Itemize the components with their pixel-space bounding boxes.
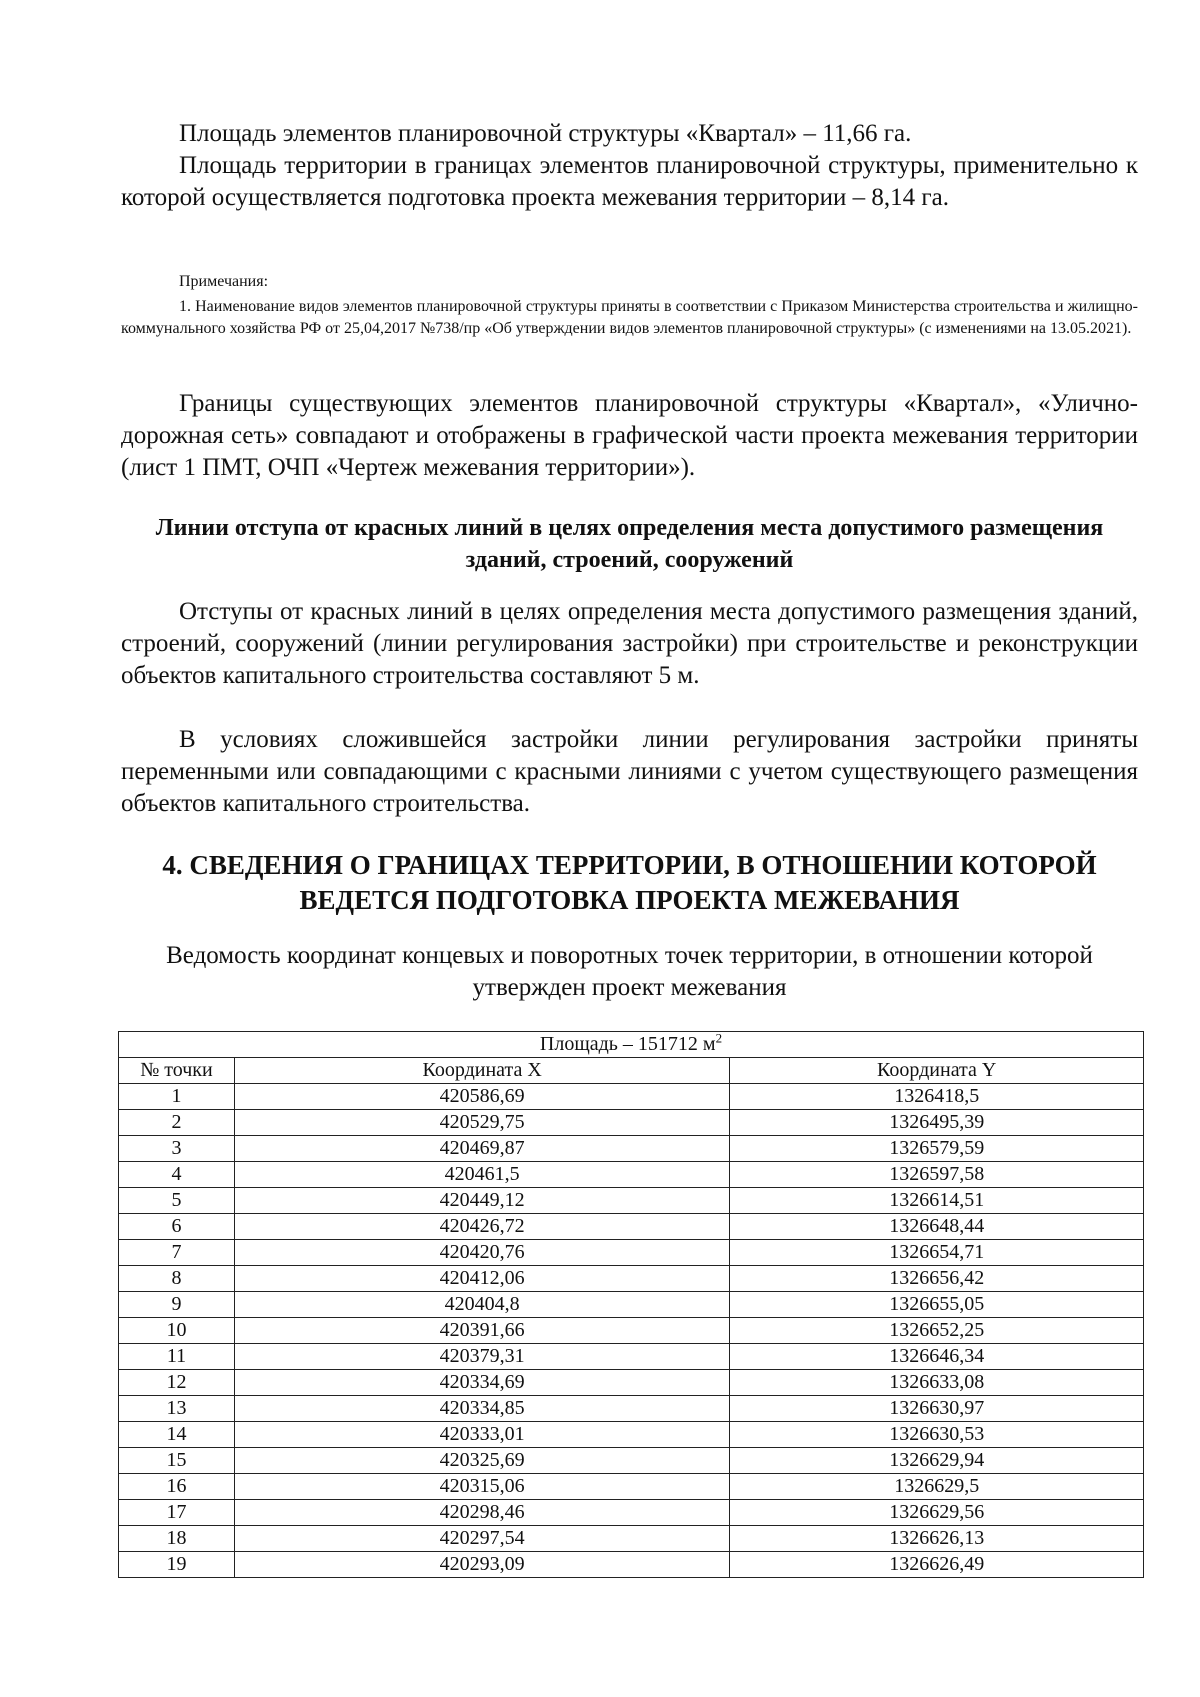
- cell-point-number: 19: [119, 1552, 235, 1578]
- cell-coordinate-x: 420297,54: [234, 1526, 729, 1552]
- cell-coordinate-x: 420298,46: [234, 1500, 729, 1526]
- cell-coordinate-x: 420426,72: [234, 1214, 729, 1240]
- cell-point-number: 7: [119, 1240, 235, 1266]
- table-row: [119, 1422, 1144, 1448]
- cell-coordinate-y: 1326629,5: [730, 1474, 1144, 1500]
- table-body: [119, 1084, 1144, 1578]
- table-row: [119, 1318, 1144, 1344]
- cell-coordinate-y: 1326597,58: [730, 1162, 1144, 1188]
- table-row: [119, 1266, 1144, 1292]
- table-row: [119, 1084, 1144, 1110]
- cell-coordinate-y: 1326626,49: [730, 1552, 1144, 1578]
- table-row: [119, 1292, 1144, 1318]
- table-row: [119, 1110, 1144, 1136]
- cell-coordinate-x: 420333,01: [234, 1422, 729, 1448]
- cell-coordinate-x: 420412,06: [234, 1266, 729, 1292]
- table-row: [119, 1344, 1144, 1370]
- table-area-row: [119, 1032, 1144, 1058]
- cell-coordinate-x: 420529,75: [234, 1110, 729, 1136]
- table-row: [119, 1552, 1144, 1578]
- table-row: [119, 1396, 1144, 1422]
- cell-coordinate-y: 1326655,05: [730, 1292, 1144, 1318]
- table-header-row: [119, 1058, 1144, 1084]
- cell-coordinate-y: 1326633,08: [730, 1370, 1144, 1396]
- table-area-cell: [119, 1032, 1144, 1058]
- cell-coordinate-y: 1326629,94: [730, 1448, 1144, 1474]
- cell-coordinate-x: 420404,8: [234, 1292, 729, 1318]
- cell-point-number: 5: [119, 1188, 235, 1214]
- heading-setback-lines: Линии отступа от красных линий в целях определения места допустимого размещения зданий, строений, сооружений: [155, 515, 1104, 573]
- table-row: [119, 1240, 1144, 1266]
- paragraph-setbacks: Отступы от красных линий в целях определения места допустимого размещения зданий, строений, сооружений (линии регулирования застройки) при строительстве и реконструкции объектов капитального строительства составляют 5 м.: [121, 598, 1138, 689]
- header-point-number: № точки: [119, 1058, 235, 1084]
- table-row: [119, 1448, 1144, 1474]
- cell-coordinate-x: 420449,12: [234, 1188, 729, 1214]
- cell-coordinate-x: 420334,69: [234, 1370, 729, 1396]
- paragraph-block-area: Площадь элементов планировочной структуры «Квартал» – 11,66 га.: [179, 120, 912, 147]
- table-row: [119, 1474, 1144, 1500]
- cell-point-number: 14: [119, 1422, 235, 1448]
- cell-point-number: 6: [119, 1214, 235, 1240]
- cell-coordinate-y: 1326652,25: [730, 1318, 1144, 1344]
- cell-coordinate-y: 1326656,42: [730, 1266, 1144, 1292]
- table-row: [119, 1188, 1144, 1214]
- cell-point-number: 17: [119, 1500, 235, 1526]
- table-row: [119, 1526, 1144, 1552]
- table-caption: Ведомость координат концевых и поворотных точек территории, в отношении которой утвержден проект межевания: [166, 942, 1093, 1001]
- cell-point-number: 16: [119, 1474, 235, 1500]
- cell-coordinate-x: 420315,06: [234, 1474, 729, 1500]
- paragraph-boundaries: Границы существующих элементов планировочной структуры «Квартал», «Улично-дорожная сеть» совпадают и отображены в графической части проекта межевания территории (лист 1 ПМТ, ОЧП «Чертеж межевания территории»).: [121, 390, 1138, 481]
- header-coordinate-x: Координата X: [234, 1058, 729, 1084]
- table-row: [119, 1136, 1144, 1162]
- cell-coordinate-y: 1326654,71: [730, 1240, 1144, 1266]
- cell-point-number: 10: [119, 1318, 235, 1344]
- cell-point-number: 8: [119, 1266, 235, 1292]
- cell-coordinate-x: 420379,31: [234, 1344, 729, 1370]
- cell-coordinate-y: 1326648,44: [730, 1214, 1144, 1240]
- cell-coordinate-x: 420391,66: [234, 1318, 729, 1344]
- cell-coordinate-x: 420334,85: [234, 1396, 729, 1422]
- cell-coordinate-y: 1326579,59: [730, 1136, 1144, 1162]
- table-row: [119, 1214, 1144, 1240]
- cell-coordinate-y: 1326630,97: [730, 1396, 1144, 1422]
- cell-coordinate-x: 420586,69: [234, 1084, 729, 1110]
- cell-coordinate-x: 420325,69: [234, 1448, 729, 1474]
- coordinates-table: [118, 1031, 1144, 1578]
- cell-coordinate-x: 420420,76: [234, 1240, 729, 1266]
- area-unit-superscript: 2: [715, 1030, 723, 1046]
- table-row: [119, 1162, 1144, 1188]
- cell-coordinate-y: 1326630,53: [730, 1422, 1144, 1448]
- paragraph-existing-development: В условиях сложившейся застройки линии регулирования застройки приняты переменными или совпадающими с красными линиями с учетом существующего размещения объектов капитального строительства.: [121, 726, 1138, 817]
- cell-coordinate-y: 1326646,34: [730, 1344, 1144, 1370]
- cell-point-number: 15: [119, 1448, 235, 1474]
- cell-point-number: 9: [119, 1292, 235, 1318]
- note-item-1: 1. Наименование видов элементов планировочной структуры приняты в соответствии с Приказом Министерства строительства и жилищно-коммунального хозяйства РФ от 25,04,2017 №738/пр «Об утверждении видов элементов планировочной структуры» (с изменениями на 13.05.2021).: [121, 298, 1138, 337]
- cell-point-number: 11: [119, 1344, 235, 1370]
- table-row: [119, 1500, 1144, 1526]
- cell-point-number: 1: [119, 1084, 235, 1110]
- cell-coordinate-y: 1326495,39: [730, 1110, 1144, 1136]
- cell-point-number: 3: [119, 1136, 235, 1162]
- cell-point-number: 2: [119, 1110, 235, 1136]
- cell-point-number: 4: [119, 1162, 235, 1188]
- cell-coordinate-y: 1326418,5: [730, 1084, 1144, 1110]
- cell-coordinate-x: 420469,87: [234, 1136, 729, 1162]
- notes-title: Примечания:: [179, 273, 269, 290]
- paragraph-territory-area: Площадь территории в границах элементов планировочной структуры, применительно к которой осуществляется подготовка проекта межевания территории – 8,14 га.: [121, 152, 1138, 211]
- table-row: [119, 1370, 1144, 1396]
- cell-coordinate-y: 1326614,51: [730, 1188, 1144, 1214]
- cell-coordinate-x: 420461,5: [234, 1162, 729, 1188]
- area-label: Площадь – 151712 м: [539, 1033, 716, 1055]
- cell-coordinate-y: 1326629,56: [730, 1500, 1144, 1526]
- cell-coordinate-x: 420293,09: [234, 1552, 729, 1578]
- cell-coordinate-y: 1326626,13: [730, 1526, 1144, 1552]
- cell-point-number: 18: [119, 1526, 235, 1552]
- section-4-title: 4. СВЕДЕНИЯ О ГРАНИЦАХ ТЕРРИТОРИИ, В ОТНОШЕНИИ КОТОРОЙ ВЕДЕТСЯ ПОДГОТОВКА ПРОЕКТА МЕЖЕВАНИЯ: [162, 850, 1097, 915]
- cell-point-number: 13: [119, 1396, 235, 1422]
- header-coordinate-y: Координата Y: [730, 1058, 1144, 1084]
- cell-point-number: 12: [119, 1370, 235, 1396]
